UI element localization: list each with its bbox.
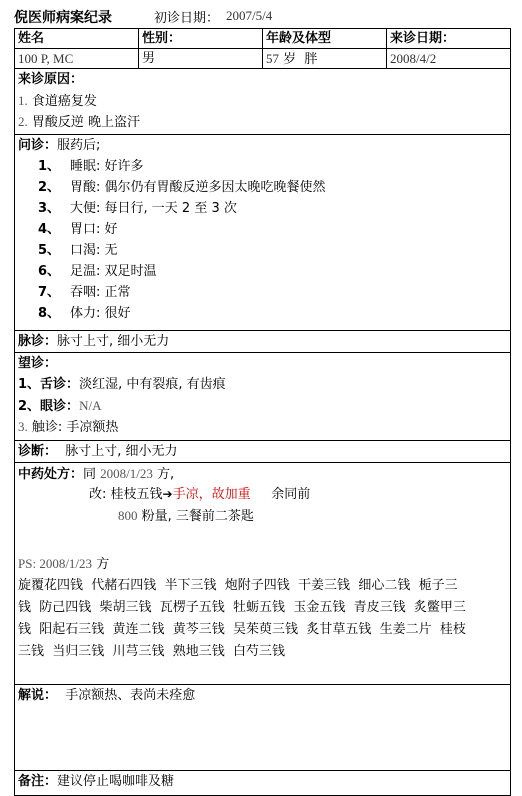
inquiry-item: 2、 胃酸: 偶尔仍有胃酸反逆多因太晚吃晚餐使然 [37, 180, 326, 195]
patient-build: 胖 [304, 52, 318, 67]
inquiry-header [18, 135, 507, 156]
patient-age-build [263, 49, 387, 68]
inspection-item: 3. 触诊: 手凉额热 [18, 419, 119, 435]
reason-label: 来诊原因： [18, 72, 84, 87]
inspection-item: 2、眼诊：N/A [18, 398, 102, 414]
inquiry-item: 5、 口渴: 无 [37, 243, 118, 258]
first-visit-label: 初诊日期： [154, 11, 220, 26]
arrow-right-icon: ➔ [162, 487, 173, 501]
diagnosis-section [15, 441, 510, 463]
inquiry-item: 4、 胃口: 好 [37, 222, 118, 237]
info-header-row [15, 29, 510, 49]
diagnosis-text: 脉寸上寸, 细小无力 [65, 444, 178, 459]
herb-line: 钱 阳起石三钱 黄连二钱 黄芩三钱 吴茱萸三钱 炙甘草五钱 生姜二片 桂枝 [18, 622, 466, 637]
prescription-line1: 中药处方：同 2008/1/23 方, [18, 466, 175, 482]
inspection-item: 1、舌诊：淡红湿, 中有裂痕, 有齿痕 [18, 377, 226, 392]
inquiry-item: 8、 体力: 很好 [37, 306, 131, 321]
remarks-text: 建议停止喝咖啡及糖 [57, 774, 175, 789]
inspection-section [15, 353, 510, 441]
herb-line: 三钱 当归三钱 川芎三钱 熟地三钱 白芍三钱 [18, 644, 286, 659]
inspection-label: 望诊： [18, 356, 58, 371]
inquiry-item: 3、 大便: 每日行, 一天 2 至 3 次 [37, 201, 237, 216]
inquiry-item: 1、 睡眠: 好许多 [37, 159, 144, 174]
herb-line: 旋覆花四钱 代赭石四钱 半下三钱 炮附子四钱 干姜三钱 细心二钱 栀子三 [18, 578, 458, 593]
info-value-row [15, 49, 510, 69]
inquiry-item: 6、 足温: 双足时温 [37, 264, 157, 279]
age-unit: 岁 [283, 52, 297, 67]
document-title: 倪医师病案纪录 [14, 10, 112, 26]
change-note: 手凉，故加重 [172, 487, 251, 502]
patient-sex: 男 [139, 49, 263, 68]
patient-age: 57 [266, 51, 279, 66]
ps-line: PS: 2008/1/23 方 [18, 556, 110, 572]
first-visit-date: 2007/5/4 [226, 8, 273, 23]
inquiry-label: 问诊： [18, 138, 58, 153]
explanation-section [15, 685, 510, 771]
age-header: 年龄及体型 [263, 29, 387, 48]
prescription-change: 改: 桂枝五钱➔手凉，故加重 余同前 [18, 484, 507, 505]
reason-section [15, 69, 510, 135]
herb-line: 钱 防己四钱 柴胡三钱 瓦楞子五钱 牡蛎五钱 玉金五钱 青皮三钱 炙鳖甲三 [18, 600, 466, 615]
visit-date: 2008/4/2 [390, 51, 437, 66]
diagnosis-label: 诊断： [18, 444, 58, 459]
explanation-label: 解说： [18, 688, 58, 703]
reason-item: 1. 食道癌复发 [18, 93, 97, 109]
sex-header: 性别： [139, 29, 263, 48]
inquiry-item: 7、 吞咽: 正常 [37, 285, 131, 300]
pulse-section [15, 331, 510, 353]
patient-name: 100 P, MC [15, 49, 139, 68]
name-header: 姓名 [15, 29, 139, 48]
inquiry-note: 服药后; [57, 138, 101, 153]
prescription-dose: 800 粉量, 三餐前二茶匙 [118, 508, 254, 524]
pulse-text: 脉寸上寸, 细小无力 [57, 334, 170, 349]
herb-list [18, 574, 507, 663]
inquiry-section [15, 135, 510, 331]
case-table [14, 28, 511, 796]
remarks-section [15, 771, 510, 795]
explanation-text: 手凉额热、表尚未痊愈 [65, 688, 196, 703]
prescription-label: 中药处方： [18, 467, 84, 482]
reason-item: 2. 胃酸反逆 晚上盗汗 [18, 114, 141, 130]
remarks-label: 备注： [18, 774, 58, 789]
prescription-section [15, 463, 510, 685]
visit-date-header: 来诊日期： [390, 31, 456, 46]
pulse-label: 脉诊： [18, 334, 58, 349]
